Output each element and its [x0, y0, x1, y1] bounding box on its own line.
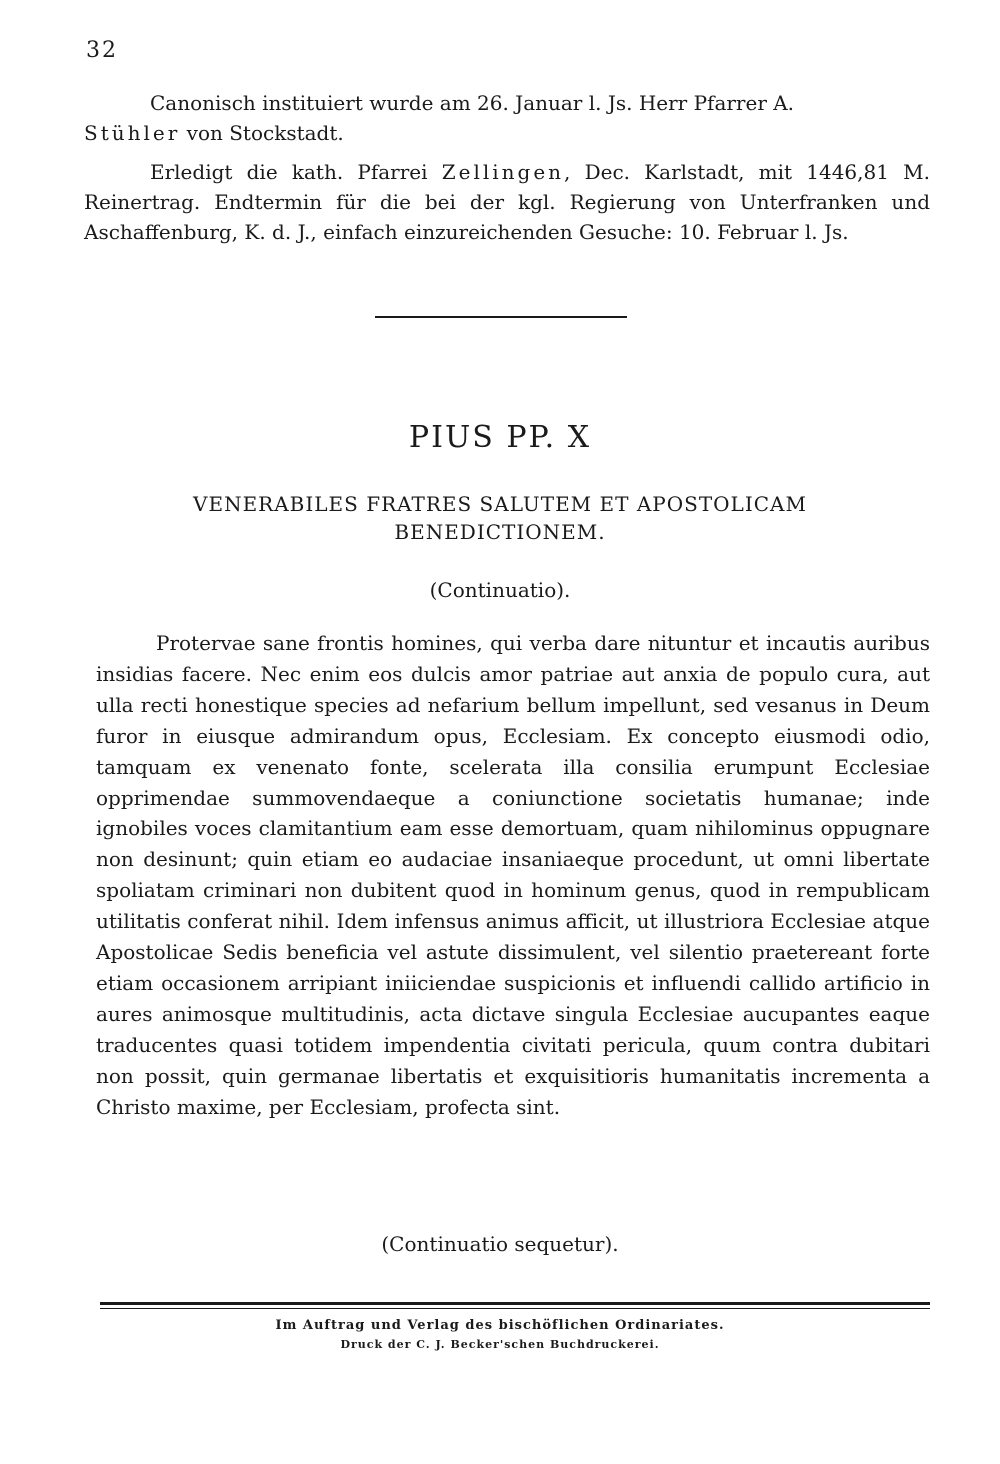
document-title: PIUS PP. X [408, 420, 592, 455]
appointee-name: Stühler [84, 121, 181, 145]
body-paragraph: Protervae sane frontis homines, qui verba dare nituntur et incautis auribus insidias facere. Nec enim eos dulcis amor patriae aut anxia de populo cura, aut ulla recti honestique species ad nefarium bellum impellunt, sed vesanus in Deum furor in eiusque admirandum opus, Ecclesiam. Ex concepto eiusmodi odio, tamquam ex venenato fonte, scelerata illa consilia erumpunt Ecclesiae opprimendae summovendaeque a coniunctione societatis humanae; inde ignobiles voces clamitantium eam esse demortuam, quam nihilominus oppugnare non desinunt; quin etiam eo audaciae insaniaeque procedunt, ut omni libertate spoliatam criminari non dubitent quod in hominum genus, quod in rempublicam utilitatis conferat nihil. Idem infensus animus afficit, ut illustriora Ecclesiae atque Apostolicae Sedis beneficia vel astute dissimulent, vel silentio praetereant forte etiam occasionem arripiant iniiciendae suspicionis et influendi callido artificio in aures animosque multitudinis, acta dictave singula Ecclesiae aucupantes eaque traducentes quasi totidem impendentia civitati pericula, quum contra dubitari non possit, quin germanae libertatis et exquisitioris humanitatis incrementa a Christo maxime, per Ecclesiam, profecta sint. [96, 631, 930, 1119]
page-number: 32 [86, 38, 118, 63]
section-divider [375, 316, 627, 318]
footer-rule-thin [100, 1308, 930, 1309]
parish-name: Zellingen [441, 160, 565, 184]
printer-imprint: Druck der C. J. Becker'schen Buchdruckerei. [340, 1338, 660, 1351]
footer-rule-thick [100, 1302, 930, 1305]
salutation: VENERABILES FRATRES SALUTEM ET APOSTOLICAM BENEDICTIONEM. [193, 492, 807, 544]
continuation-label: (Continuatio). [429, 578, 571, 602]
appointment-place: von Stockstadt. [180, 121, 344, 145]
publisher-imprint: Im Auftrag und Verlag des bischöflichen Ordinariates. [275, 1318, 725, 1333]
sequel-label: (Continuatio sequetur). [381, 1232, 619, 1256]
vacancy-notice [84, 157, 930, 247]
vacancy-text-start: Erledigt die kath. Pfarrei [150, 160, 442, 184]
appointment-text: Canonisch instituiert wurde am 26. Januar l. Js. Herr Pfarrer A. [150, 91, 795, 115]
notice-block [84, 88, 930, 247]
vacancy-text-rest: , Dec. Karlstadt, mit 1446,81 M. Reinertrag. Endtermin für die bei der kgl. Regierung von Unterfranken und Aschaffenburg, K. d. J., einfach einzureichenden Gesuche: 10. Februar l. Js. [84, 160, 930, 244]
appointment-notice [84, 88, 930, 148]
